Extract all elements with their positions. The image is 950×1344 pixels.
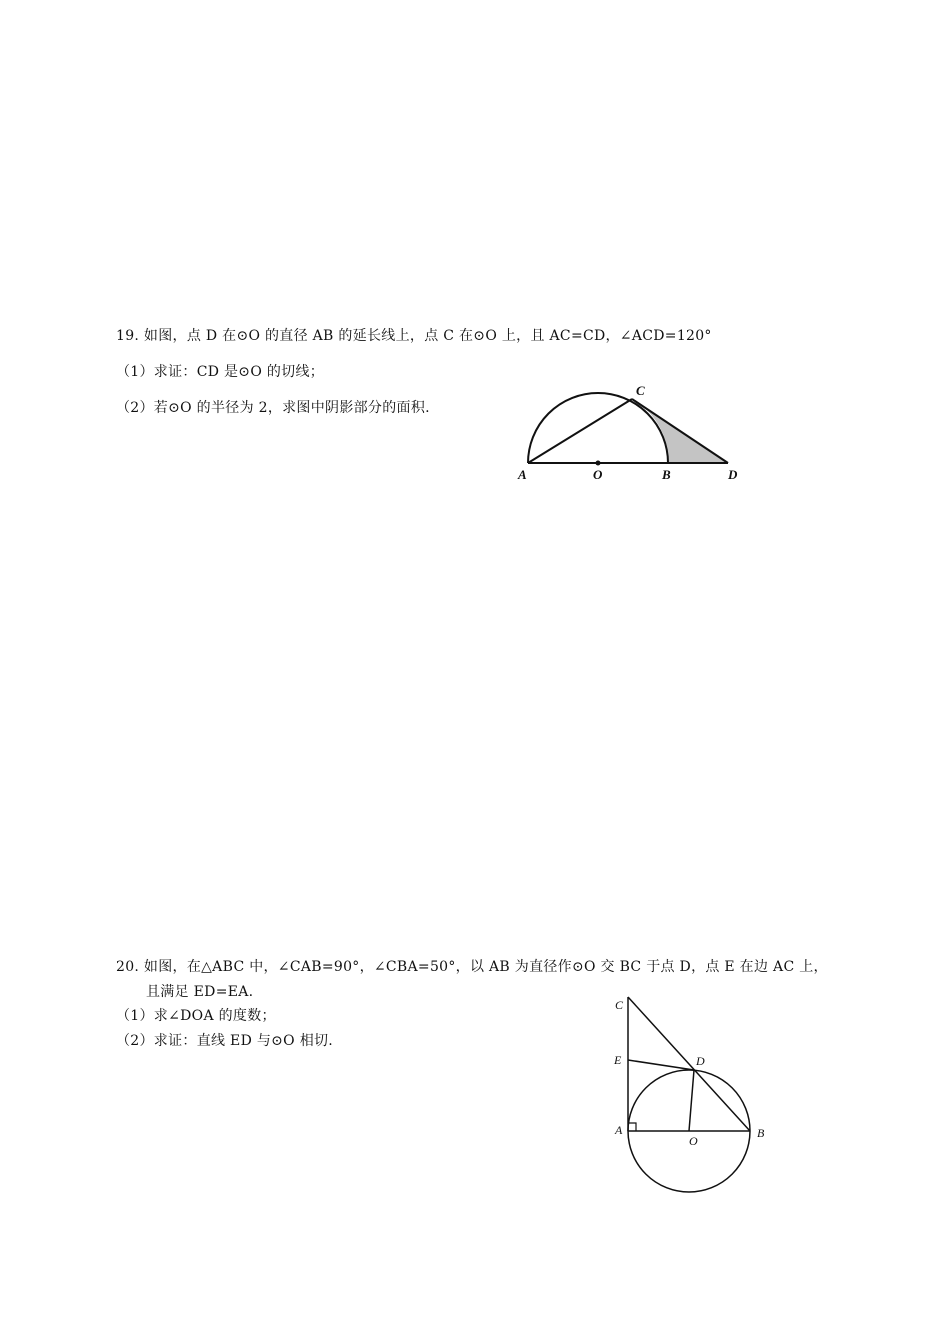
label-O: O [689, 1134, 698, 1148]
label-C: C [615, 998, 624, 1012]
label-D: D [696, 1054, 705, 1068]
problem20-stem-continued: 且满足 ED=EA. [146, 984, 254, 1000]
segment-ED [628, 1060, 694, 1070]
right-angle-mark [628, 1123, 636, 1131]
problem20-stem: 20. 如图，在△ABC 中，∠CAB=90°，∠CBA=50°，以 AB 为直径作⊙O 交 BC 于点 D，点 E 在边 AC 上， [116, 959, 828, 975]
label-B: B [757, 1126, 765, 1140]
problem19-figure [510, 375, 750, 490]
label-A: A [518, 467, 527, 482]
problem20-part1: （1）求∠DOA 的度数； [116, 1008, 276, 1024]
label-C: C [636, 383, 645, 398]
label-O: O [593, 467, 603, 482]
label-A: A [615, 1123, 623, 1137]
problem19-part2: （2）若⊙O 的半径为 2，求图中阴影部分的面积. [116, 400, 430, 416]
label-E: E [614, 1053, 622, 1067]
label-D: D [728, 467, 738, 482]
problem20-part2: （2）求证：直线 ED 与⊙O 相切. [116, 1033, 334, 1049]
problem19-part1: （1）求证：CD 是⊙O 的切线； [116, 364, 325, 380]
label-B: B [662, 467, 671, 482]
segment-OD [689, 1070, 694, 1131]
semicircle-arc [528, 393, 668, 463]
problem19-stem: 19. 如图，点 D 在⊙O 的直径 AB 的延长线上，点 C 在⊙O 上，且 AC=CD，∠ACD=120° [116, 328, 712, 344]
center-point-O [596, 461, 601, 466]
problem20-figure [605, 985, 775, 1200]
chord-AC [528, 399, 632, 463]
side-CB [628, 997, 750, 1131]
